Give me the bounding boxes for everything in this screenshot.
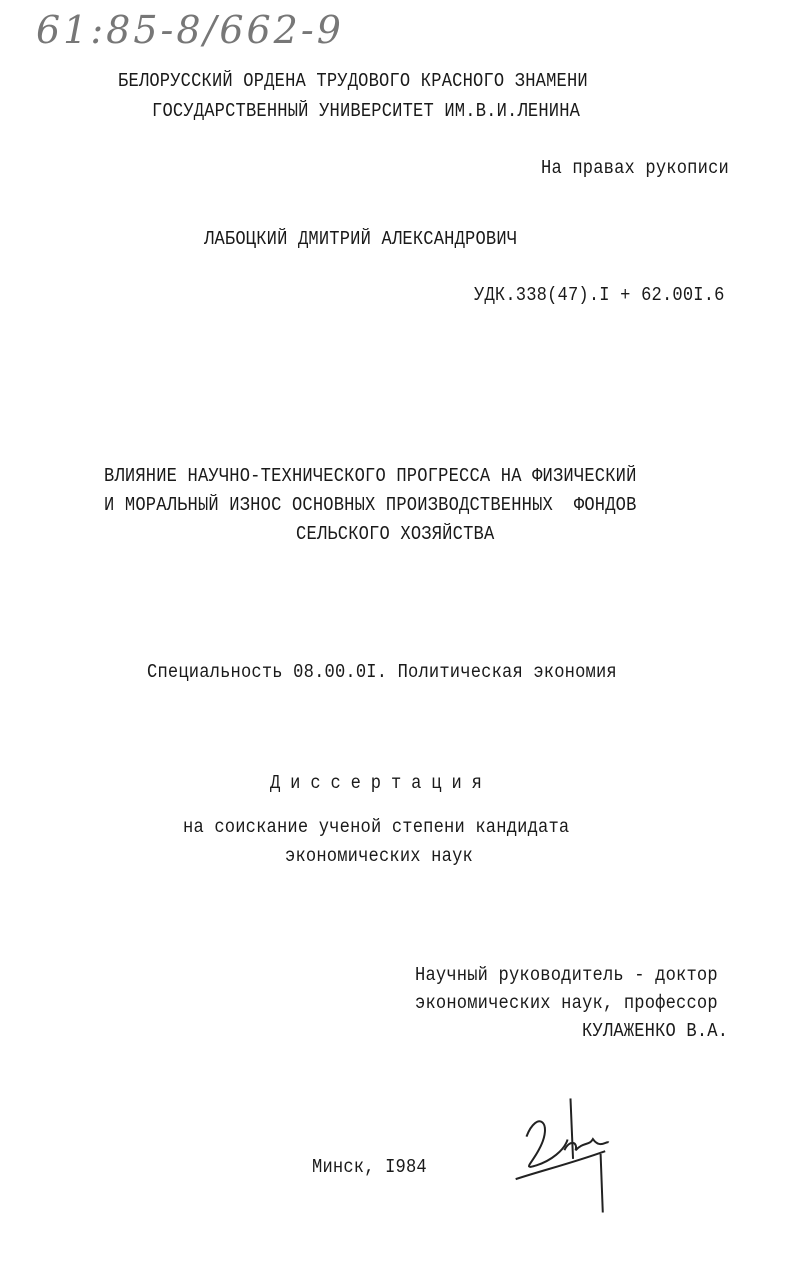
supervisor-line-3: КУЛАЖЕНКО В.А. [582,1020,729,1042]
place-year: Минск, I984 [312,1156,427,1178]
handwritten-archive-number: 61:85-8/662-9 [36,8,344,52]
handwritten-signature [502,1091,633,1238]
signature-icon [502,1091,631,1228]
degree-line-2: экономических наук [285,845,473,867]
manuscript-note: На правах рукописи [541,157,729,179]
title-line-1: ВЛИЯНИЕ НАУЧНО-ТЕХНИЧЕСКОГО ПРОГРЕССА НА ФИЗИЧЕСКИЙ [104,465,637,487]
specialty: Специальность 08.00.0I. Политическая экономия [147,661,617,683]
institution-line-1: БЕЛОРУССКИЙ ОРДЕНА ТРУДОВОГО КРАСНОГО ЗНАМЕНИ [118,70,588,92]
title-line-2: И МОРАЛЬНЫЙ ИЗНОС ОСНОВНЫХ ПРОИЗВОДСТВЕННЫХ ФОНДОВ [104,494,637,516]
institution-line-2: ГОСУДАРСТВЕННЫЙ УНИВЕРСИТЕТ ИМ.В.И.ЛЕНИНА [152,100,581,122]
author-name: ЛАБОЦКИЙ ДМИТРИЙ АЛЕКСАНДРОВИЧ [204,228,518,250]
udc-code: УДК.338(47).I + 62.00I.6 [474,284,725,306]
work-type: Диссертация [270,772,492,794]
supervisor-line-2: экономических наук, профессор [415,992,718,1014]
supervisor-line-1: Научный руководитель - доктор [415,964,718,986]
title-line-3: СЕЛЬСКОГО ХОЗЯЙСТВА [296,523,495,545]
degree-line-1: на соискание ученой степени кандидата [183,816,570,838]
